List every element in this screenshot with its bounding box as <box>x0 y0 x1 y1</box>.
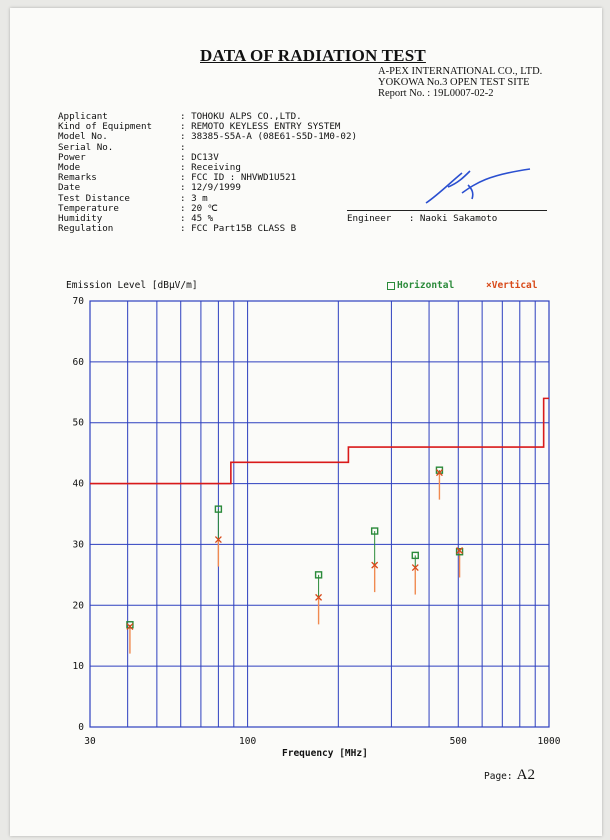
info-label: Model No. <box>58 131 108 143</box>
info-value: : FCC Part15B CLASS B <box>180 223 297 235</box>
info-label: Serial No. <box>58 141 114 153</box>
page-value: A2 <box>516 767 535 783</box>
x-axis-label: Frequency [MHz] <box>282 748 368 759</box>
report-number: Report No. : 19L0007-02-2 <box>378 88 494 99</box>
test-site: YOKOWA No.3 OPEN TEST SITE <box>378 77 530 88</box>
info-value: : 20 ℃ <box>180 202 218 214</box>
info-value: : 12/9/1999 <box>180 182 241 194</box>
report-title: DATA OF RADIATION TEST <box>200 46 426 65</box>
company-name: A-PEX INTERNATIONAL CO., LTD. <box>378 66 543 77</box>
y-tick-label: 20 <box>72 600 84 612</box>
info-value: : 3 m <box>180 192 208 204</box>
info-label: Test Distance <box>58 192 130 204</box>
legend-horizontal-label: Horizontal <box>397 280 455 291</box>
info-label: Power <box>58 151 86 163</box>
x-tick-label: 30 <box>84 736 96 747</box>
limit-line <box>90 398 549 483</box>
info-label: Temperature <box>58 202 119 214</box>
page-number <box>484 767 535 784</box>
info-label: Humidity <box>58 213 103 225</box>
engineer-name: : Naoki Sakamoto <box>408 213 498 224</box>
y-tick-label: 0 <box>78 722 84 733</box>
engineer-label: Engineer <box>347 213 392 224</box>
info-label: Regulation <box>58 223 114 235</box>
plot-frame <box>90 301 549 727</box>
info-value: : FCC ID : NHVWD1U521 <box>180 172 297 184</box>
y-tick-label: 40 <box>72 478 84 490</box>
info-value: : 38385-S5A-A (08E61-S5D-1M0-02) <box>180 131 358 143</box>
page-label: Page: <box>484 771 513 782</box>
info-value: : DC13V <box>180 151 219 163</box>
info-value: : Receiving <box>180 162 241 174</box>
y-tick-label: 60 <box>72 356 84 368</box>
info-label: Remarks <box>58 172 97 184</box>
info-label: Applicant <box>58 111 108 122</box>
x-tick-label: 500 <box>449 736 467 747</box>
x-tick-label: 1000 <box>537 736 561 747</box>
y-tick-label: 30 <box>72 539 84 551</box>
info-label: Date <box>58 182 81 194</box>
info-value: : REMOTO KEYLESS ENTRY SYSTEM <box>180 121 341 133</box>
y-tick-label: 50 <box>72 417 84 429</box>
y-tick-label: 10 <box>72 661 84 673</box>
y-axis-label: Emission Level [dBμV/m] <box>66 280 198 291</box>
info-value: : <box>180 141 186 153</box>
info-label: Mode <box>58 162 81 174</box>
info-value: : 45 % <box>180 213 214 225</box>
info-label: Kind of Equipment <box>58 121 153 133</box>
legend-vertical: ×Vertical <box>486 280 538 291</box>
y-tick-label: 70 <box>72 296 84 307</box>
x-tick-label: 100 <box>239 736 257 747</box>
info-value: : TOHOKU ALPS CO.,LTD. <box>180 111 302 122</box>
